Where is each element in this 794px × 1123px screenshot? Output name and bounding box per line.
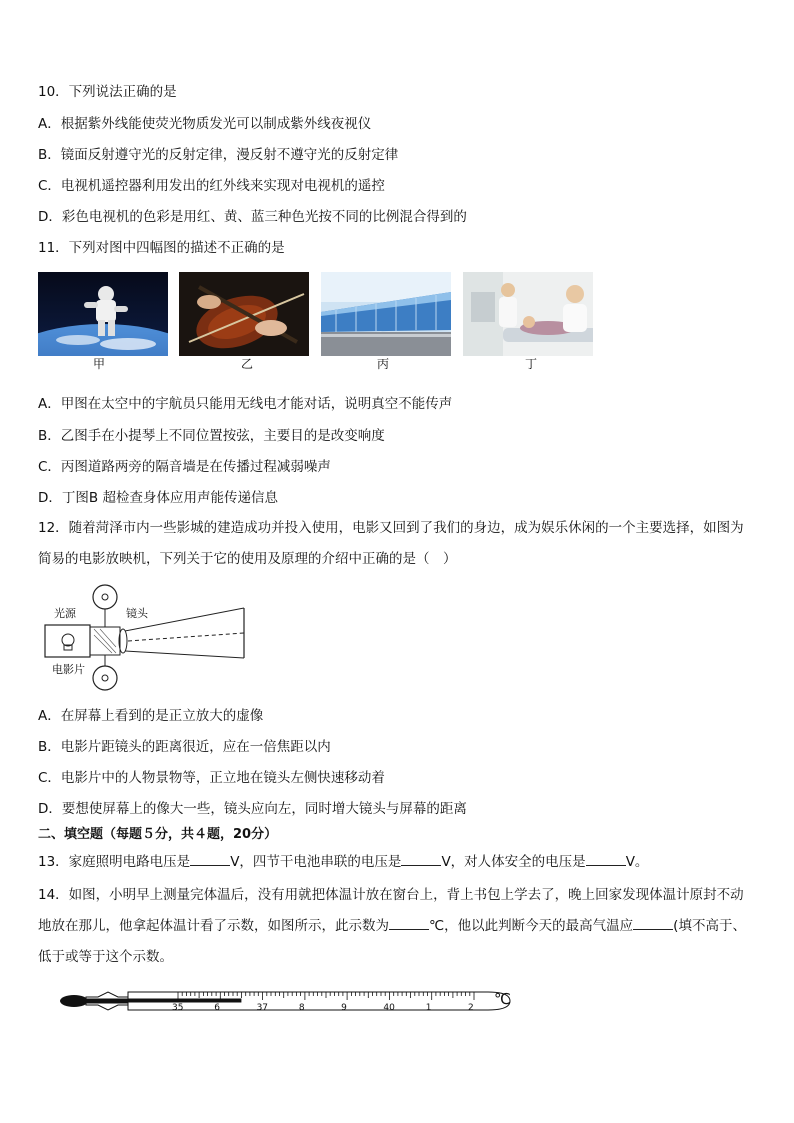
q10-stem: 10．下列说法正确的是 bbox=[38, 84, 177, 100]
thermometer-unit: ℃ bbox=[494, 990, 511, 1008]
thermometer-scale-label: 2 bbox=[468, 1003, 474, 1013]
label-film: 电影片 bbox=[52, 663, 85, 676]
q13-part4: V。 bbox=[625, 854, 649, 870]
caption-yi: 乙 bbox=[241, 357, 254, 371]
q14-blank-2[interactable] bbox=[633, 917, 673, 930]
thermometer-scale-label: 8 bbox=[298, 1003, 305, 1013]
q13-blank-1[interactable] bbox=[190, 853, 230, 866]
image-astronaut bbox=[38, 272, 168, 372]
thermometer-scale-label: 9 bbox=[341, 1003, 347, 1013]
thermometer-svg bbox=[58, 984, 518, 1018]
q12-option-d: D．要想使屏幕上的像大一些，镜头应向左，同时增大镜头与屏幕的距离 bbox=[38, 801, 467, 817]
thermometer bbox=[58, 984, 518, 1018]
mercury-column bbox=[128, 999, 241, 1003]
q10-option-d: D．彩色电视机的色彩是用红、黄、蓝三种色光按不同的比例混合得到的 bbox=[38, 209, 467, 225]
q11-stem: 11．下列对图中四幅图的描述不正确的是 bbox=[38, 240, 285, 256]
q13-part1: 13．家庭照明电路电压是 bbox=[38, 854, 191, 870]
projector-diagram bbox=[40, 583, 260, 693]
q13-blank-2[interactable] bbox=[401, 853, 441, 866]
thermometer-scale-label: 37 bbox=[256, 1003, 269, 1013]
thermometer-scale-label: 1 bbox=[425, 1003, 432, 1013]
label-lens: 镜头 bbox=[126, 607, 148, 620]
q14-part1: 14．如图，小明早上测量完体温后，没有用就把体温计放在窗台上，背上书包上学去了，晚上回家发现体温计原封不动地放在那儿，他拿起体温计看了示数，如图所示，此示数为 bbox=[38, 887, 744, 934]
caption-ding: 丁 bbox=[525, 357, 538, 371]
q14-blank-1[interactable] bbox=[389, 917, 429, 930]
q14-part2: ℃，他以此判断今天的最高气温应 bbox=[429, 918, 634, 934]
caption-jia: 甲 bbox=[93, 357, 106, 371]
q13 bbox=[38, 853, 648, 871]
thermometer-scale-label: 40 bbox=[383, 1003, 395, 1013]
q12-stem: 12．随着菏泽市内一些影城的建造成功并投入使用，电影又回到了我们的身边，成为娱乐休闲的一个主要选择，如图为简易的电影放映机，下列关于它的使用及原理的介绍中正确的是（ ） bbox=[38, 520, 744, 567]
section-2-heading: 二、填空题（每题５分，共４题，20分） bbox=[38, 827, 278, 842]
q10-option-c: C．电视机遥控器利用发出的红外线来实现对电视机的遥控 bbox=[38, 178, 385, 194]
thermometer-bulb bbox=[60, 995, 88, 1007]
q12-option-c: C．电影片中的人物景物等，正立地在镜头左侧快速移动着 bbox=[38, 770, 385, 786]
q13-part3: V，对人体安全的电压是 bbox=[441, 854, 586, 870]
q14 bbox=[38, 880, 756, 973]
caption-bing: 丙 bbox=[377, 357, 390, 371]
q11-option-a: A．甲图在太空中的宇航员只能用无线电才能对话，说明真空不能传声 bbox=[38, 396, 453, 412]
q10-option-a: A．根据紫外线能使荧光物质发光可以制成紫外线夜视仪 bbox=[38, 116, 372, 132]
q13-part2: V，四节干电池串联的电压是 bbox=[230, 854, 402, 870]
thermometer-scale-label: 35 bbox=[172, 1003, 184, 1013]
q11-option-c: C．丙图道路两旁的隔音墙是在传播过程减弱噪声 bbox=[38, 459, 331, 475]
q14-part3: (填不高于、低于或等于这个示数。 bbox=[38, 918, 746, 965]
q10-option-b: B．镜面反射遵守光的反射定律，漫反射不遵守光的反射定律 bbox=[38, 147, 399, 163]
q12-option-a: A．在屏幕上看到的是正立放大的虚像 bbox=[38, 708, 264, 724]
thermometer-scale-label: 6 bbox=[214, 1003, 221, 1013]
image-violin bbox=[179, 272, 309, 372]
q13-blank-3[interactable] bbox=[586, 853, 626, 866]
q12-option-b: B．电影片距镜头的距离很近，应在一倍焦距以内 bbox=[38, 739, 331, 755]
label-light-source: 光源 bbox=[54, 607, 76, 620]
image-ultrasound bbox=[463, 272, 593, 372]
q11-option-b: B．乙图手在小提琴上不同位置按弦，主要目的是改变响度 bbox=[38, 428, 385, 444]
q11-option-d: D．丁图B 超检查身体应用声能传递信息 bbox=[38, 490, 278, 506]
image-sound-barrier bbox=[321, 272, 451, 372]
